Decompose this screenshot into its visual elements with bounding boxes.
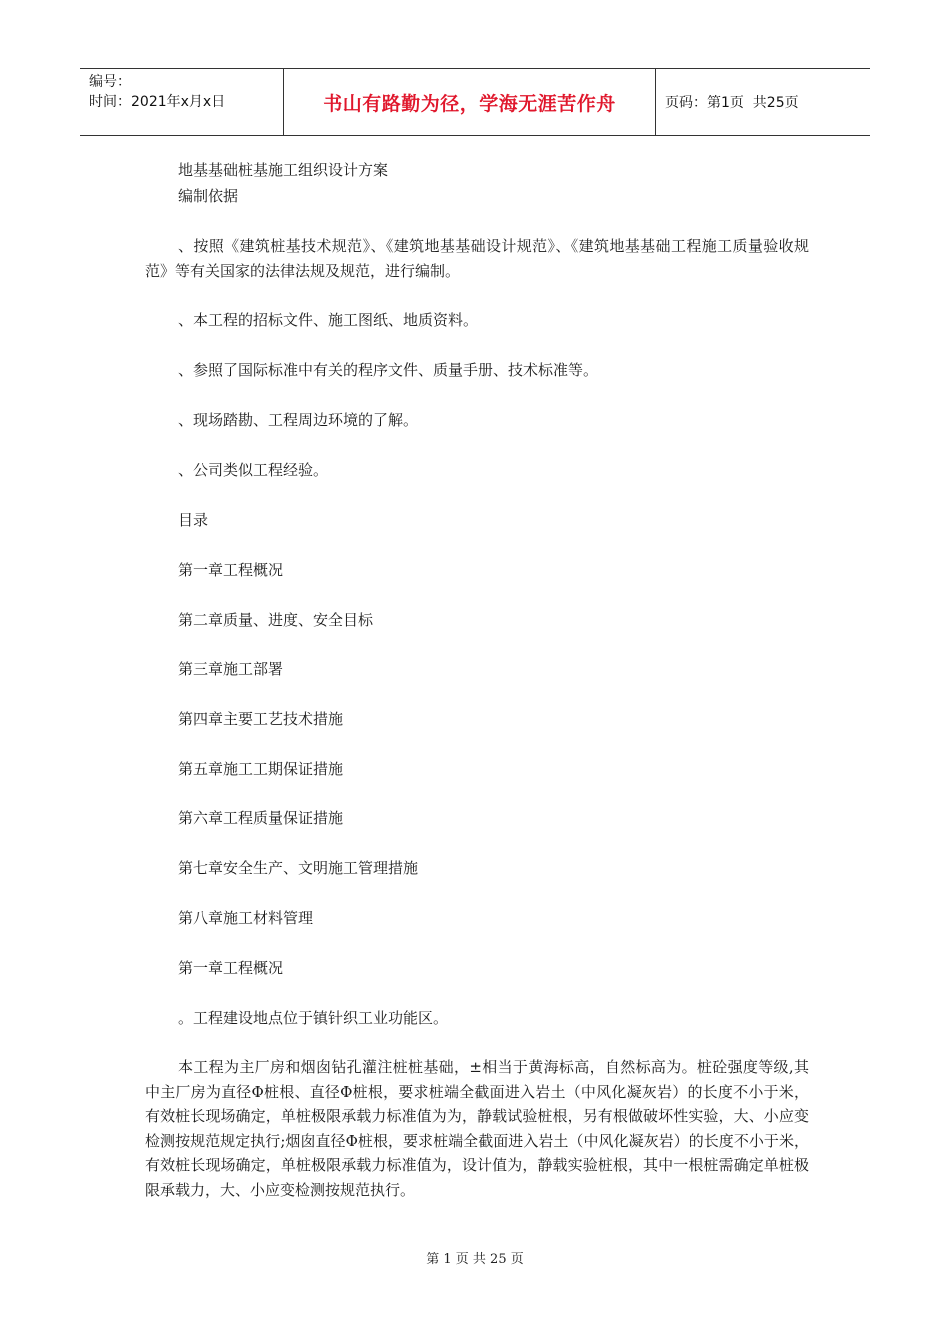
chapter-heading: 第一章工程概况 bbox=[178, 959, 284, 977]
header-divider bbox=[655, 69, 656, 135]
document-number-label: 编号： bbox=[89, 74, 131, 90]
toc-item: 第三章施工部署 bbox=[178, 660, 284, 678]
basis-item: 、本工程的招标文件、施工图纸、地质资料。 bbox=[178, 311, 479, 329]
document-date-label: 时间：2021年x月x日 bbox=[89, 94, 226, 110]
body-paragraph: 本工程为主厂房和烟囱钻孔灌注桩桩基础，±相当于黄海标高，自然标高为。桩砼强度等级,其中主厂房为直径Φ桩根、直径Φ桩根，要求桩端全截面进入岩土（中风化凝灰岩）的长度不小于米，有效桩长现场确定，单桩极限承载力标准值为为，静载试验桩根，另有根做破坏性实验，大、小应变检测按规范规定执行;烟囱直径Φ桩根，要求桩端全截面进入岩土（中风化凝灰岩）的长度不小于米，有效桩长现场确定，单桩极限承载力标准值为，设计值为，静载实验桩根，其中一根桩需确定单桩极限承载力，大、小应变检测按规范执行。 bbox=[145, 1058, 809, 1199]
location-text: 。工程建设地点位于镇针织工业功能区。 bbox=[178, 1009, 449, 1027]
toc-item: 第八章施工材料管理 bbox=[178, 909, 314, 927]
header-page-number: 页码：第1页 共25页 bbox=[665, 95, 799, 111]
toc-item: 第一章工程概况 bbox=[178, 561, 284, 579]
toc-item: 第二章质量、进度、安全目标 bbox=[178, 611, 374, 629]
basis-item: 、公司类似工程经验。 bbox=[178, 461, 329, 479]
header-meta bbox=[89, 72, 225, 112]
basis-heading: 编制依据 bbox=[178, 187, 239, 205]
page-header bbox=[80, 68, 870, 136]
toc-item: 第七章安全生产、文明施工管理措施 bbox=[178, 859, 419, 877]
basis-item: 、现场踏勘、工程周边环境的了解。 bbox=[178, 411, 419, 429]
header-motto: 书山有路勤为径，学海无涯苦作舟 bbox=[323, 92, 616, 115]
page-footer: 第 1 页 共 25 页 bbox=[426, 1252, 524, 1267]
document-title: 地基基础桩基施工组织设计方案 bbox=[178, 161, 389, 179]
toc-item: 第四章主要工艺技术措施 bbox=[178, 710, 344, 728]
toc-heading: 目录 bbox=[178, 511, 209, 529]
basis-item: 、参照了国际标准中有关的程序文件、质量手册、技术标准等。 bbox=[178, 361, 599, 379]
toc-item: 第五章施工工期保证措施 bbox=[178, 760, 344, 778]
basis-item: 、按照《建筑桩基技术规范》、《建筑地基基础设计规范》、《建筑地基基础工程施工质量验收规范》等有关国家的法律法规及规范，进行编制。 bbox=[145, 237, 809, 280]
toc-item: 第六章工程质量保证措施 bbox=[178, 809, 344, 827]
